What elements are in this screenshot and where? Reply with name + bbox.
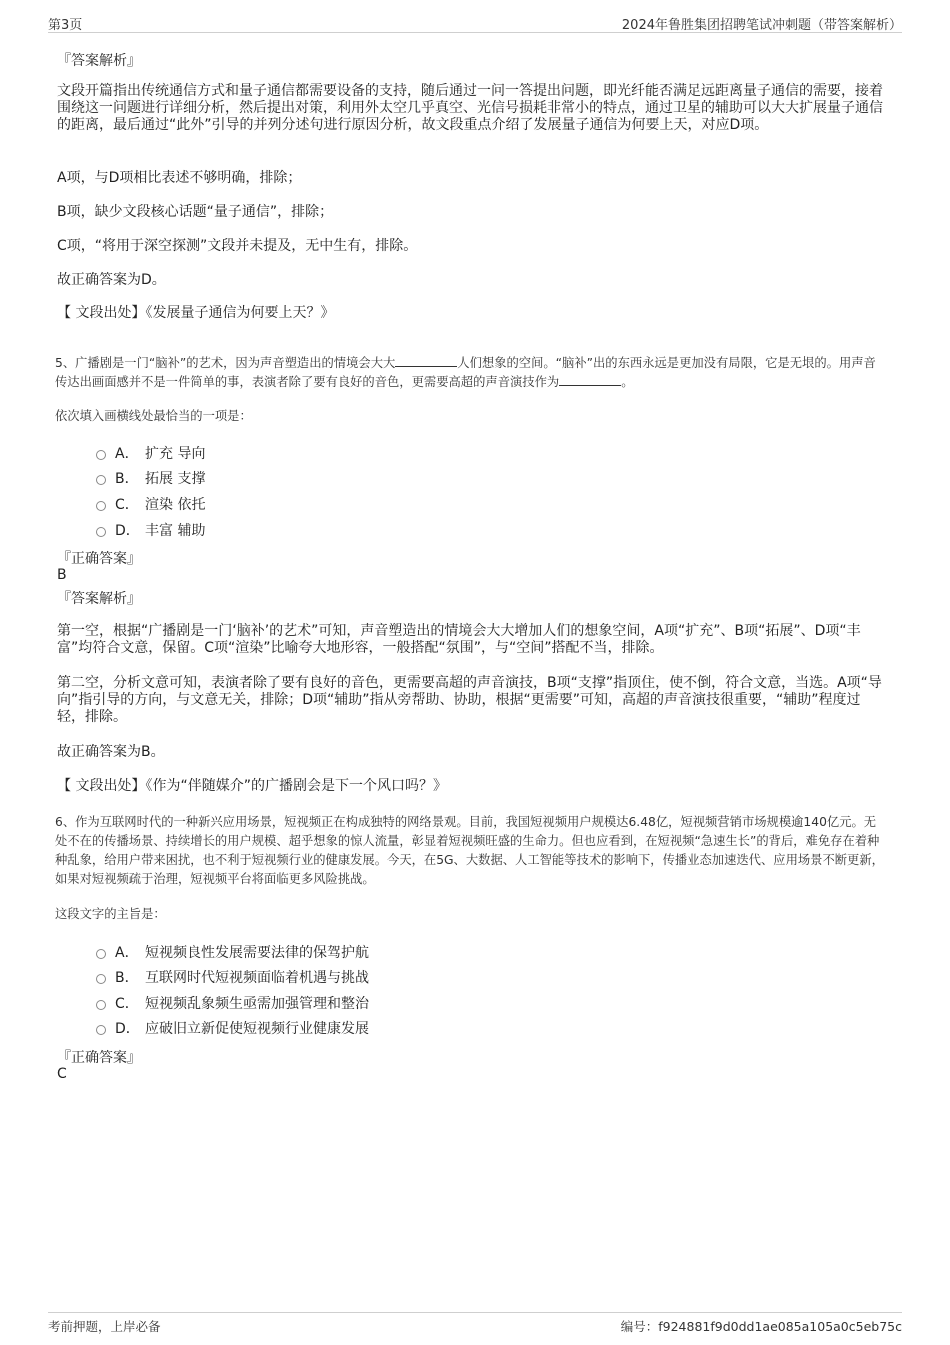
q6-stem: 6、作为互联网时代的一种新兴应用场景，短视频正在构成独特的网络景观。目前，我国短视频用户规模达6.48亿，短视频营销市场规模逾140亿元。无处不在的传播场景、持续增长的用户规模、超乎想象的惊人流量，彰显着短视频旺盛的生命力。但也应看到，在短视频“急速生长”的背后，难免存在着种种乱象，给用户带来困扰，也不利于短视频行业的健康发展。今天，在5G、大数据、人工智能等技术的影响下，传播业态加速迭代、应用场景不断更新，如果对短视频疏于治理，短视频平台将面临更多风险挑战。 [55,815,884,886]
q4-analysis-paragraph-3: B项，缺少文段核心话题“量子通信”，排除； [57,204,334,220]
q6-option-c[interactable]: C． 短视频乱象频生亟需加强管理和整治 [96,993,369,1013]
radio-icon[interactable] [96,475,106,485]
document-code: 编号：f924881f9d0dd1ae085a105a0c5eb75c [620,1319,902,1334]
q6-answer-title: 『正确答案』 [57,1050,141,1066]
q4-analysis-paragraph-5: 故正确答案为D。 [57,272,166,288]
q5-option-a[interactable]: A． 扩充 导向 [96,443,205,463]
q4-analysis-paragraph-2: A项，与D项相比表述不够明确，排除； [57,170,302,186]
q6-option-a[interactable]: A． 短视频良性发展需要法律的保驾护航 [96,942,369,962]
radio-icon[interactable] [96,1025,106,1035]
radio-icon[interactable] [96,450,106,460]
q4-source: 【 文段出处】《发展量子通信为何要上天？》 [57,305,335,321]
q6-answer: C [57,1066,67,1082]
q5-analysis-paragraph-3: 故正确答案为B。 [57,744,165,760]
q6-option-d[interactable]: D． 应破旧立新促使短视频行业健康发展 [96,1018,369,1038]
footer-slogan: 考前押题，上岸必备 [48,1319,161,1334]
q4-analysis-paragraph-1: 文段开篇指出传统通信方式和量子通信都需要设备的支持，随后通过一问一答提出问题，即光纤能否满足远距离量子通信的需要，接着围绕这一问题进行详细分析，然后提出对策，利用外太空几乎真空、光信号损耗非常小的特点，通过卫星的辅助可以大大扩展量子通信的距离，最后通过“此外”引导的并列分述句进行原因分析，故文段重点介绍了发展量子通信为何要上天，对应D项。 [57,83,883,133]
q5-blank-1 [395,354,457,367]
radio-icon[interactable] [96,949,106,959]
q6-prompt: 这段文字的主旨是： [55,907,166,921]
q5-option-b[interactable]: B． 拓展 支撑 [96,468,205,488]
document-title: 2024年鲁胜集团招聘笔试冲刺题（带答案解析） [621,18,902,33]
radio-icon[interactable] [96,501,106,511]
q5-prompt: 依次填入画横线处最恰当的一项是： [55,409,252,423]
radio-icon[interactable] [96,527,106,537]
q5-stem-part-2: 人们想象的空间。“脑补”出的东西永远是更加没有局限，它是无垠的。用声音传达出画面感并不是一件简单的事，表演者除了要有良好的音色，更需要高超的声音演技作为 [55,356,876,389]
q5-option-d[interactable]: D． 丰富 辅助 [96,520,205,540]
q5-stem-part-3: 。 [621,375,634,389]
radio-icon[interactable] [96,1000,106,1010]
page-header [48,12,902,33]
radio-icon[interactable] [96,974,106,984]
q6-option-b[interactable]: B． 互联网时代短视频面临着机遇与挑战 [96,967,369,987]
q4-analysis-paragraph-4: C项，“将用于深空探测”文段并未提及，无中生有，排除。 [57,238,418,254]
q5-blank-2 [559,373,621,386]
q5-answer-title: 『正确答案』 [57,551,141,567]
page-number: 第3页 [48,18,83,33]
q5-stem [55,354,887,392]
q5-source: 【 文段出处】《作为“伴随媒介”的广播剧会是下一个风口吗？》 [57,778,447,794]
q5-analysis-title: 『答案解析』 [57,591,141,607]
q5-answer: B [57,567,67,583]
page-footer [48,1312,902,1335]
q5-analysis-paragraph-1: 第一空，根据“广播剧是一门‘脑补’的艺术”可知，声音塑造出的情境会大大增加人们的想象空间，A项“扩充”、B项“拓展”、D项“丰富”均符合文意，保留。C项“渲染”比喻夸大地形容，一般搭配“氛围”，与“空间”搭配不当，排除。 [57,623,861,656]
q5-analysis-paragraph-2: 第二空，分析文意可知，表演者除了要有良好的音色，更需要高超的声音演技，B项“支撑”指顶住，使不倒，符合文意，当选。A项“导向”指引导的方向，与文意无关，排除；D项“辅助”指从旁帮助、协助，根据“更需要”可知，高超的声音演技很重要，“辅助”程度过轻，排除。 [57,675,882,725]
q4-analysis-title: 『答案解析』 [57,53,141,69]
q5-stem-part-1: 5、广播剧是一门“脑补”的艺术，因为声音塑造出的情境会大大 [55,356,396,370]
q5-option-c[interactable]: C． 渲染 依托 [96,494,205,514]
